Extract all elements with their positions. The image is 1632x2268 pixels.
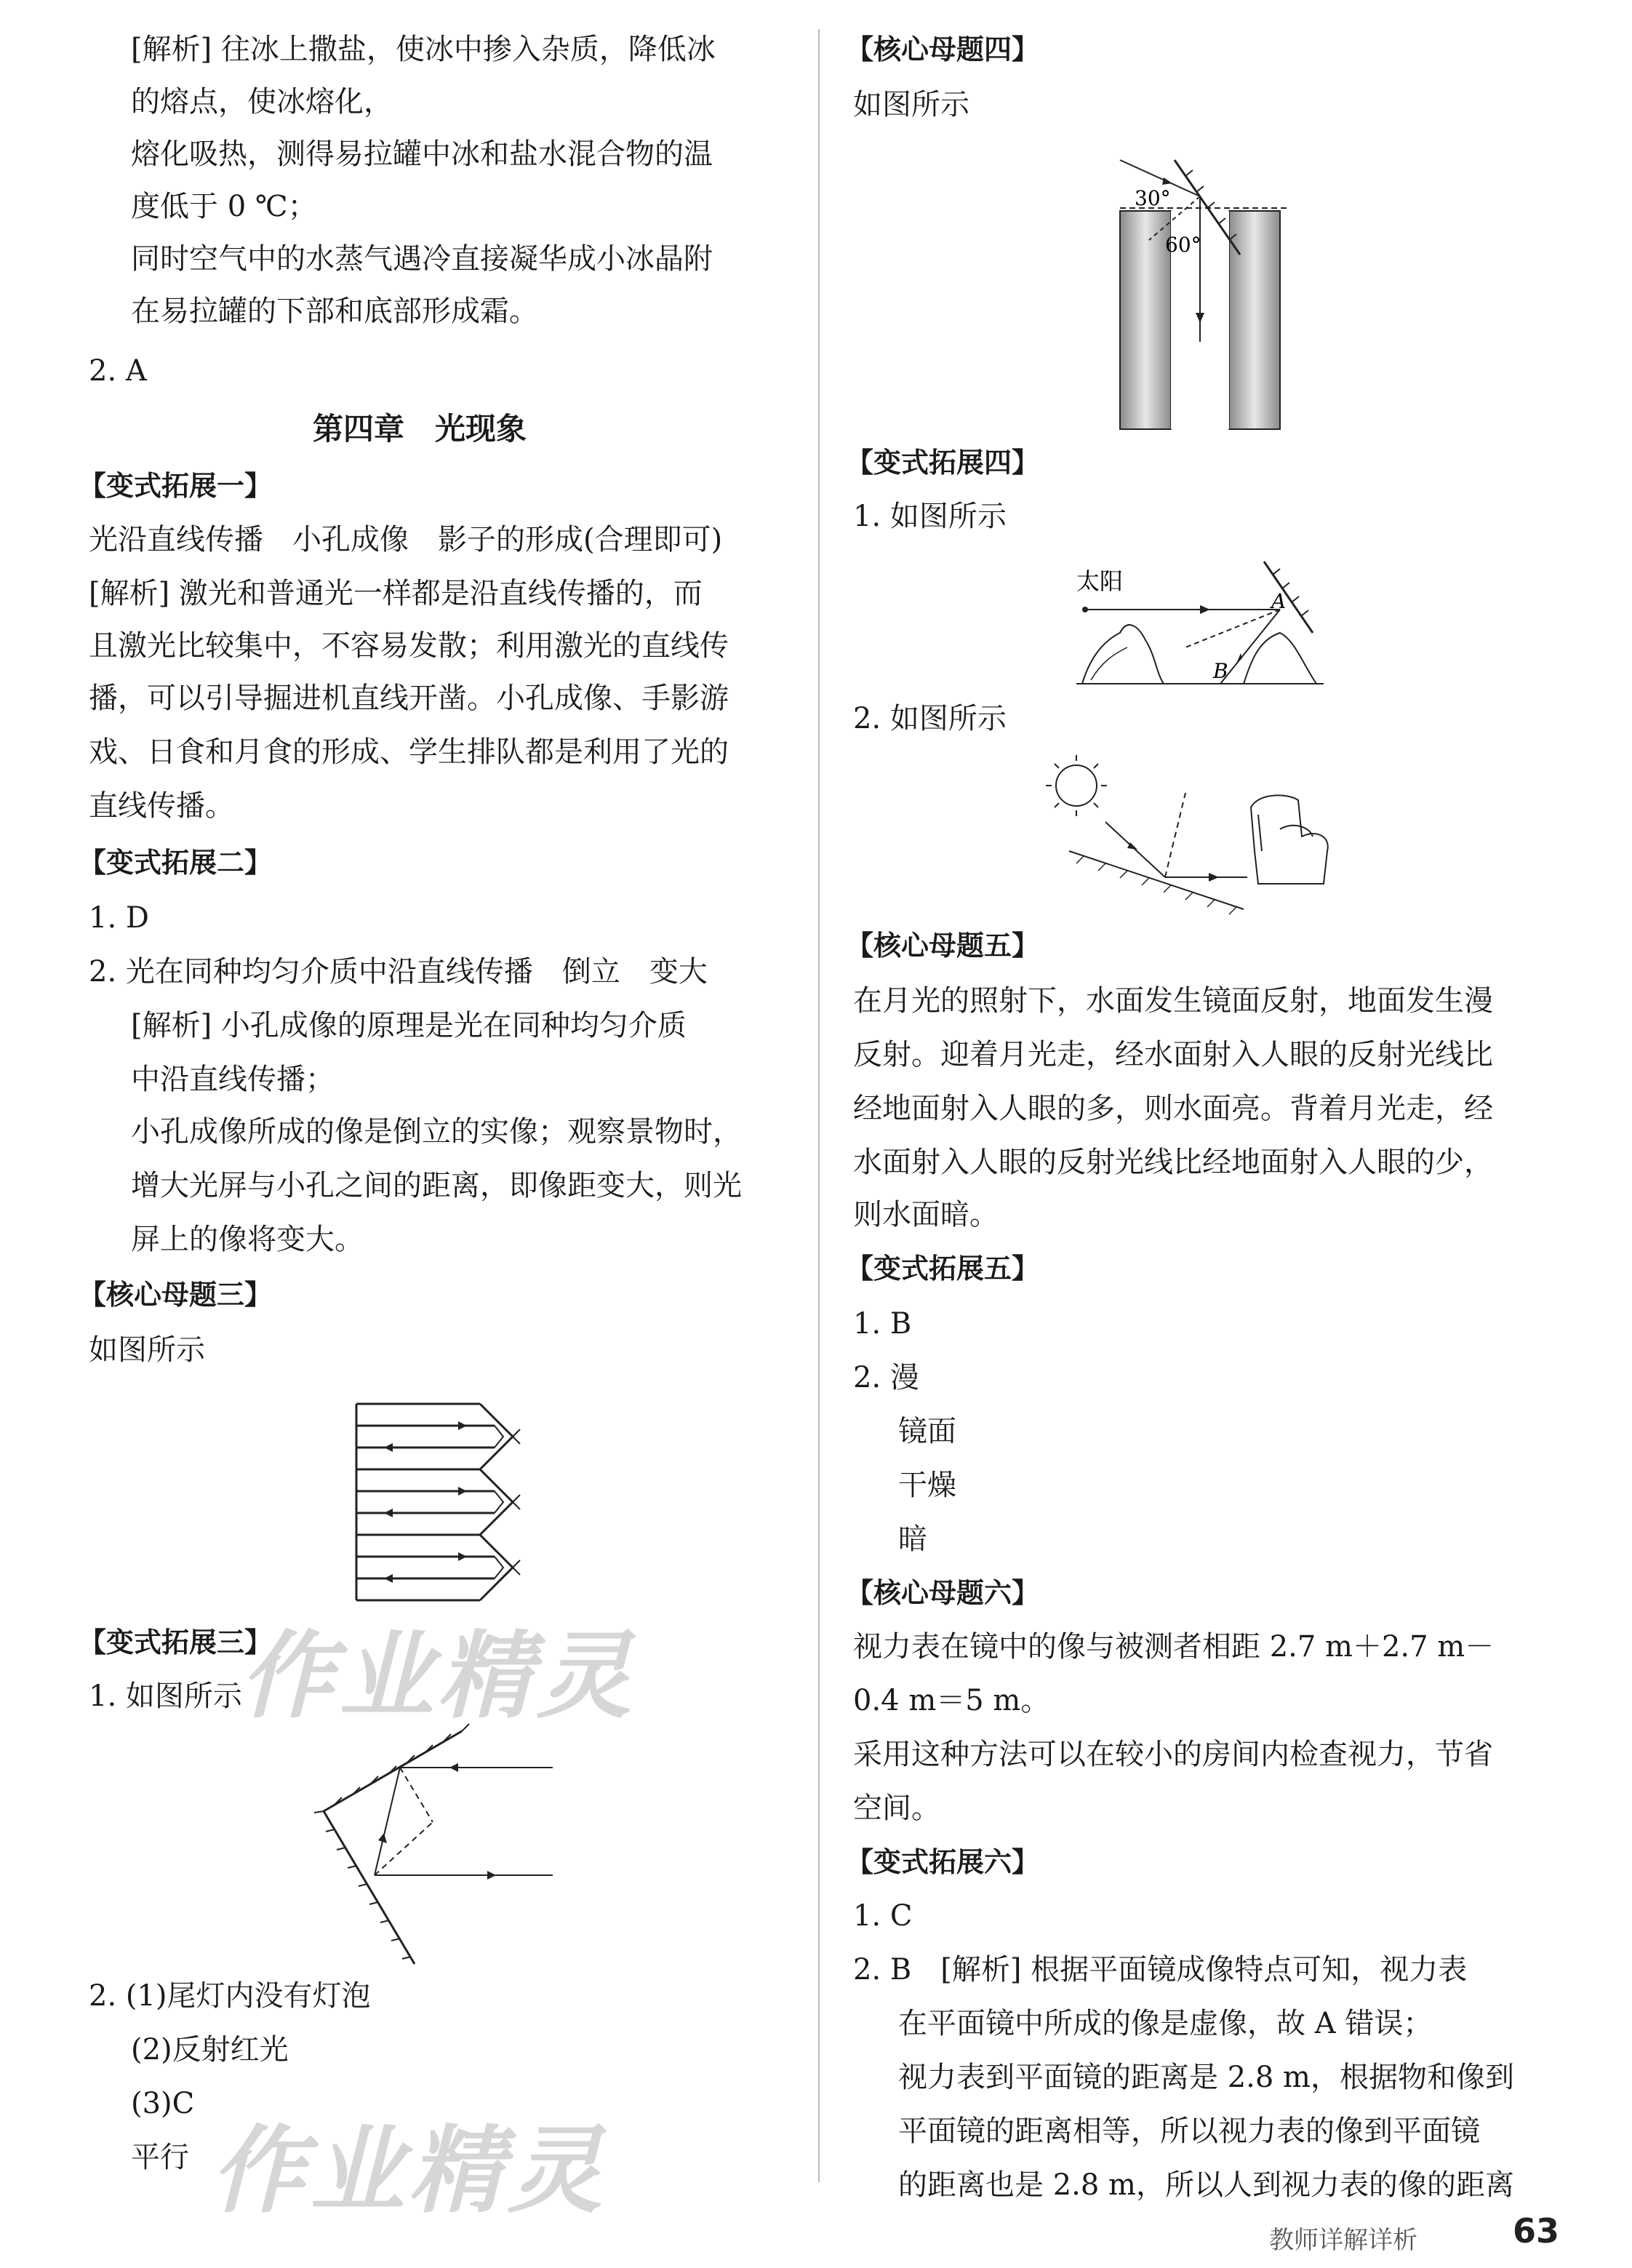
answer-line: 1. 如图所示 (89, 1680, 242, 1713)
answer-line: 2. 如图所示 (853, 702, 1007, 735)
text-line: 增大光屏与小孔之间的距离，即像距变大，则光 (131, 1169, 742, 1202)
text-line: 空间。 (853, 1792, 940, 1825)
text-line: 屏上的像将变大。 (131, 1223, 364, 1256)
text-line: 视力表到平面镜的距离是 2.8 m，根据物和像到 (898, 2061, 1514, 2094)
angle-label: 30° (1135, 186, 1171, 210)
answer-line: 2. (1)尾灯内没有灯泡 (89, 1979, 371, 2013)
sun-ground-figure (1040, 749, 1367, 917)
sun-label: 太阳 (1076, 567, 1124, 595)
section-heading: 【变式拓展四】 (846, 447, 1040, 479)
text-line: 则水面暗。 (853, 1198, 999, 1231)
watermark: 作业精灵 (211, 2115, 607, 2226)
answer-line: 2. B [解析] 根据平面镜成像特点可知，视力表 (853, 1953, 1468, 1987)
point-a-label: A (1271, 589, 1287, 613)
text-line: 如图所示 (853, 88, 969, 121)
text-line: 经地面射入人眼的多，则水面亮。背着月光走，经 (853, 1092, 1493, 1125)
section-heading: 【变式拓展一】 (79, 470, 273, 502)
page-number: 63 (1513, 2211, 1560, 2251)
text-line: 在月光的照射下，水面发生镜面反射，地面发生漫 (853, 984, 1493, 1018)
answer-line: 镜面 (898, 1415, 956, 1448)
sun-icon (1046, 755, 1107, 816)
section-heading: 【变式拓展二】 (79, 847, 273, 879)
section-heading: 【核心母题四】 (846, 33, 1040, 65)
analysis-line: [解析] 小孔成像的原理是光在同种均匀介质 (131, 1009, 687, 1042)
analysis-line: [解析] 往冰上撒盐，使冰中掺入杂质，降低冰 (131, 33, 716, 66)
footer-label: 教师详解详析 (1269, 2226, 1417, 2255)
section-heading: 【核心母题三】 (79, 1279, 273, 1311)
text-line: 中沿直线传播； (131, 1063, 335, 1096)
text-line: 平面镜的距离相等，所以视力表的像到平面镜 (898, 2115, 1480, 2148)
text-line: 且激光比较集中，不容易发散；利用激光的直线传 (89, 629, 729, 663)
answer-line: 1. B (853, 1307, 912, 1341)
answer-line: 2. 漫 (853, 1361, 919, 1394)
text-line: 视力表在镜中的像与被测者相距 2.7 m＋2.7 m－ (853, 1630, 1495, 1664)
angle-label: 60° (1165, 233, 1201, 257)
text-line: 同时空气中的水蒸气遇冷直接凝华成小冰晶附 (131, 242, 713, 276)
corner-reflector-figure (349, 1397, 538, 1608)
analysis-line: [解析] 激光和普通光一样都是沿直线传播的，而 (89, 577, 703, 610)
text-line: 度低于 0 ℃； (131, 190, 317, 223)
answer-line: 1. D (89, 901, 149, 935)
text-line: 光沿直线传播 小孔成像 影子的形成(合理即可) (89, 523, 723, 556)
answer-line: 1. 如图所示 (853, 500, 1007, 533)
text-line: 采用这种方法可以在较小的房间内检查视力，节省 (853, 1738, 1493, 1771)
answer-line: 暗 (898, 1522, 927, 1556)
text-line: 反射。迎着月光走，经水面射入人眼的反射光线比 (853, 1038, 1493, 1071)
text-line: 小孔成像所成的像是倒立的实像；观察景物时， (131, 1115, 742, 1149)
text-line: 播，可以引导掘进机直线开凿。小孔成像、手影游 (89, 682, 729, 715)
answer-line: (2)反射红光 (131, 2033, 289, 2067)
column-divider (818, 29, 820, 2182)
text-line: 如图所示 (89, 1333, 205, 1367)
answer-line: 平行 (131, 2141, 189, 2174)
section-heading: 【核心母题五】 (846, 930, 1040, 962)
text-line: 的距离也是 2.8 m，所以人到视力表的像的距离 (898, 2168, 1514, 2202)
section-heading: 【变式拓展三】 (79, 1626, 273, 1658)
text-line: 在易拉罐的下部和底部形成霜。 (131, 295, 538, 328)
text-line: 的熔点，使冰熔化， (131, 85, 393, 119)
answer-line: 2. A (89, 354, 147, 388)
section-heading: 【变式拓展五】 (846, 1253, 1040, 1285)
sofa-icon (1251, 795, 1328, 884)
text-line: 直线传播。 (89, 789, 234, 823)
answer-line: (3)C (131, 2087, 195, 2120)
corner-mirror-figure (305, 1717, 567, 1978)
text-line: 戏、日食和月食的形成、学生排队都是利用了光的 (89, 735, 729, 769)
section-heading: 【变式拓展六】 (846, 1846, 1040, 1878)
text-line: 水面射入人眼的反射光线比经地面射入人眼的少， (853, 1146, 1493, 1179)
text-line: 在平面镜中所成的像是虚像，故 A 错误； (898, 2007, 1433, 2040)
watermark: 作业精灵 (240, 1621, 636, 1731)
answer-line: 干燥 (898, 1469, 956, 1502)
answer-line: 2. 光在同种均匀介质中沿直线传播 倒立 变大 (89, 955, 708, 989)
text-line: 0.4 m＝5 m。 (853, 1684, 1050, 1717)
point-b-label: B (1213, 659, 1228, 683)
well-mirror-figure (1105, 145, 1302, 436)
sun-mirror-figure (1069, 553, 1331, 691)
chapter-title: 第四章 光现象 (313, 411, 527, 447)
section-heading: 【核心母题六】 (846, 1577, 1040, 1609)
text-line: 熔化吸热，测得易拉罐中冰和盐水混合物的温 (131, 137, 713, 171)
answer-line: 1. C (853, 1899, 913, 1933)
